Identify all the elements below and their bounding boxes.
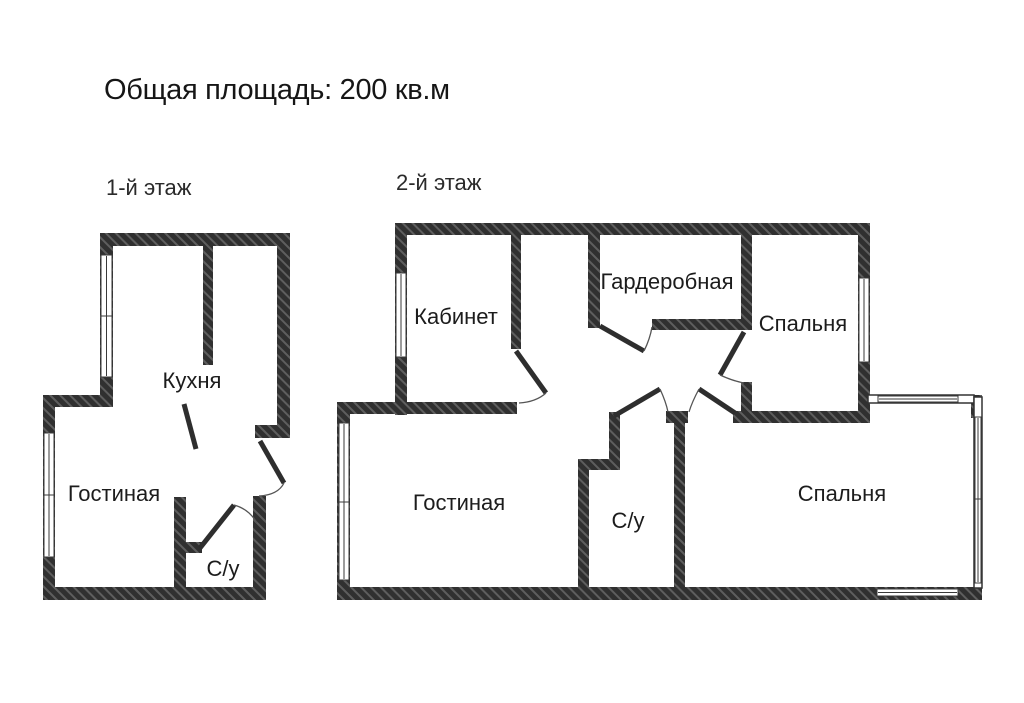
floor1-label: 1-й этаж [106, 175, 192, 200]
window-icon [859, 278, 869, 362]
floor1-plan [43, 233, 290, 600]
door-leaf-icon [516, 351, 546, 393]
floor2-label: 2-й этаж [396, 170, 482, 195]
window-icon [339, 423, 349, 580]
window-icon [44, 433, 54, 557]
window-icon [878, 396, 958, 402]
room-label-kitchen-f1: Кухня [162, 368, 222, 393]
door-leaf-icon [600, 326, 644, 351]
door-swing-arc [519, 393, 546, 403]
door-swing-arc [660, 389, 668, 412]
door-leaf-icon [699, 389, 735, 413]
room-label-bedroom-right-f2: Спальня [797, 481, 887, 506]
door-leaf-icon [614, 389, 660, 416]
page-title: Общая площадь: 200 кв.м [104, 74, 450, 106]
door-swing-arc [259, 483, 284, 496]
door-leaf-icon [260, 441, 284, 483]
room-label-bathroom-f1: С/у [206, 556, 240, 581]
window-icon [396, 273, 406, 357]
room-label-office-f2: Кабинет [414, 304, 498, 329]
room-label-bedroom-top-f2: Спальня [758, 311, 848, 336]
room-label-living-f2: Гостиная [412, 490, 506, 515]
door-leaf-icon [184, 404, 196, 449]
window-icon [101, 255, 112, 377]
door-leaf-icon [200, 505, 234, 548]
window-icon [877, 589, 958, 596]
room-label-living-f1: Гостиная [67, 481, 161, 506]
floor1-walls [43, 233, 290, 600]
room-label-wardrobe-f2: Гардеробная [600, 269, 734, 294]
floor2-doors [516, 326, 744, 416]
room-label-bathroom-f2: С/у [611, 508, 645, 533]
door-swing-arc [720, 375, 744, 383]
door-swing-arc [644, 327, 652, 351]
window-icon [975, 417, 981, 583]
door-swing-arc [689, 389, 699, 412]
door-leaf-icon [720, 332, 744, 375]
